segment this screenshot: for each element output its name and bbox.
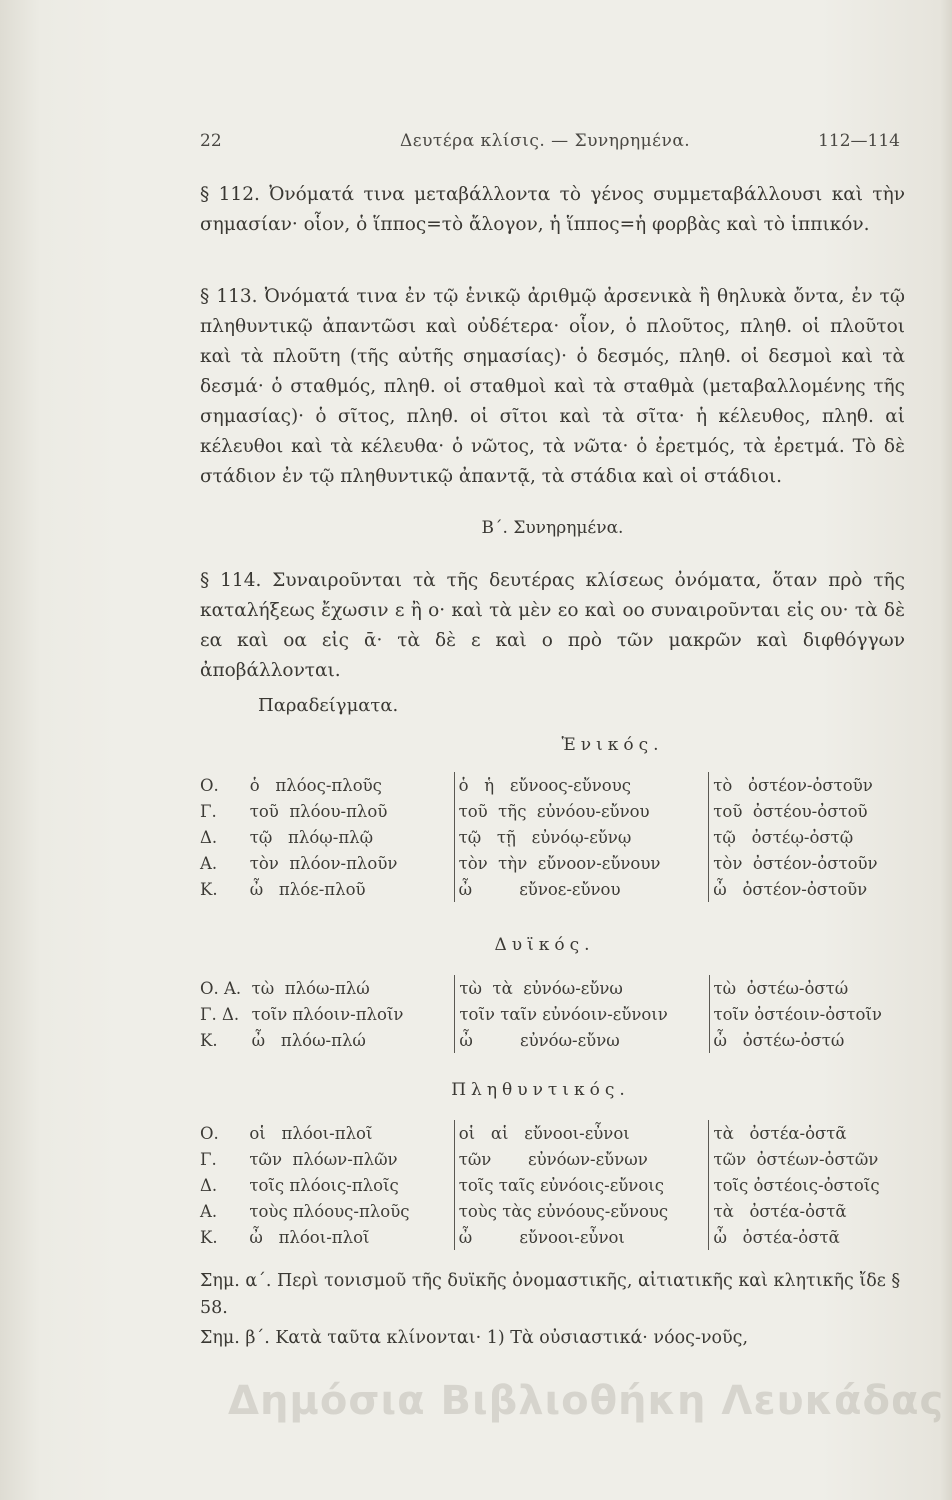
case-label: Α. xyxy=(200,1201,218,1221)
case-label: Γ. xyxy=(200,801,217,821)
table-row xyxy=(200,772,905,798)
declension-cell: τὰ ὀστέα-ὀστᾶ xyxy=(709,1120,905,1146)
case-label: Δ. xyxy=(200,1175,218,1195)
declension-cell: τοὺς τὰς εὐνόους-εὔνους xyxy=(454,1198,709,1224)
declension-cell: τὸ ὀστέον-ὀστοῦν xyxy=(709,772,905,798)
declension-cell: τῷ πλόῳ-πλῷ xyxy=(249,827,374,847)
declension-cell: τοῖν πλόοιν-πλοῖν xyxy=(251,1004,404,1024)
declension-cell: ὁ ἡ εὔνοος-εὔνους xyxy=(454,772,709,798)
dual-title: Δυϊκός. xyxy=(494,935,595,955)
table-row xyxy=(200,975,905,1001)
case-label: Γ. xyxy=(200,1149,217,1169)
note-beta: Σημ. β΄. Κατὰ ταῦτα κλίνονται· 1) Τὰ οὐσιαστικά· νόος-νοῦς, xyxy=(200,1328,749,1348)
declension-cell: τῶν πλόων-πλῶν xyxy=(249,1149,398,1169)
running-header xyxy=(200,131,900,155)
declension-cell: ὦ ὀστέω-ὀστώ xyxy=(709,1027,905,1053)
declension-cell: τὸν ὀστέον-ὀστοῦν xyxy=(709,850,905,876)
table-row xyxy=(200,1224,905,1250)
subheading: Β΄. Συνηρημένα. xyxy=(481,518,624,538)
table-row xyxy=(200,1172,905,1198)
case-label: Α. xyxy=(200,853,218,873)
table-row xyxy=(200,1198,905,1224)
declension-cell: ὦ ὀστέον-ὀστοῦν xyxy=(709,876,905,902)
table-row xyxy=(200,1120,905,1146)
paragraph-114: § 114. Συναιροῦνται τὰ τῆς δευτέρας κλίσεως ὀνόματα, ὅταν πρὸ τῆς καταλήξεως ἔχωσιν ε ἢ ο· καὶ τὰ μὲν εο καὶ οο συναιροῦνται εἰς ου· τὰ δὲ εα καὶ οα εἰς ᾱ· τὰ δὲ ε καὶ ο πρὸ τῶν μακρῶν καὶ διφθόγγων ἀποβάλλονται. xyxy=(200,570,905,681)
table-row xyxy=(200,798,905,824)
table-row xyxy=(200,850,905,876)
declension-cell: τοῖς ὀστέοις-ὀστοῖς xyxy=(709,1172,905,1198)
declension-cell: οἱ αἱ εὔνοοι-εὖνοι xyxy=(454,1120,709,1146)
table-row xyxy=(200,824,905,850)
declension-cell: τῶν ὀστέων-ὀστῶν xyxy=(709,1146,905,1172)
declension-cell: τὼ ὀστέω-ὀστώ xyxy=(709,975,905,1001)
declension-cell: τὸν τὴν εὔνοον-εὔνουν xyxy=(454,850,709,876)
declension-cell: τοῦ τῆς εὐνόου-εὔνου xyxy=(454,798,709,824)
paragraph-112: § 112. Ὀνόματά τινα μεταβάλλοντα τὸ γένος συμμεταβάλλουσι καὶ τὴν σημασίαν· οἷον, ὁ ἵππος=τὸ ἄλογον, ἡ ἵππος=ἡ φορβὰς καὶ τὸ ἱππικόν. xyxy=(200,184,905,235)
singular-table xyxy=(200,772,905,902)
case-label: Ο. Α. xyxy=(200,978,242,998)
declension-cell: τοὺς πλόους-πλοῦς xyxy=(249,1201,410,1221)
case-label: Γ. Δ. xyxy=(200,1004,240,1024)
table-row xyxy=(200,1146,905,1172)
declension-cell: τοῖν ταῖν εὐνόοιν-εὔνοιν xyxy=(455,1001,709,1027)
declension-cell: ὦ πλόε-πλοῦ xyxy=(249,879,366,899)
declension-cell: τῷ τῇ εὐνόῳ-εὔνῳ xyxy=(454,824,709,850)
declension-cell: τὰ ὀστέα-ὀστᾶ xyxy=(709,1198,905,1224)
declension-cell: τὸν πλόον-πλοῦν xyxy=(249,853,398,873)
case-label: Ο. xyxy=(200,775,219,795)
declension-cell: τοῦ πλόου-πλοῦ xyxy=(249,801,388,821)
declension-cell: ὦ ὀστέα-ὀστᾶ xyxy=(709,1224,905,1250)
paragraph-113: § 113. Ὀνόματά τινα ἐν τῷ ἑνικῷ ἀριθμῷ ἀρσενικὰ ἢ θηλυκὰ ὄντα, ἐν τῷ πληθυντικῷ ἀπαντῶσι καὶ οὐδέτερα· οἷον, ὁ πλοῦτος, πληθ. οἱ πλοῦτοι καὶ τὰ πλοῦτη (τῆς αὐτῆς σημασίας)· ὁ δεσμός, πληθ. οἱ δεσμοὶ καὶ τὰ δεσμά· ὁ σταθμός, πληθ. οἱ σταθμοὶ καὶ τὰ σταθμὰ (μεταβαλλομένης τῆς σημασίας)· ὁ σῖτος, πληθ. οἱ σῖτοι καὶ τὰ σῖτα· ἡ κέλευθος, πληθ. αἱ κέλευθοι καὶ τὰ κέλευθα· ὁ νῶτος, τὰ νῶτα· ὁ ἐρετμός, τὰ ἐρετμά. Τὸ δὲ στάδιον ἐν τῷ πληθυντικῷ ἀπαντᾷ, τὰ στάδια καὶ οἱ στάδιοι. xyxy=(200,286,905,487)
case-label: Ο. xyxy=(200,1123,219,1143)
declension-cell: ὦ εὐνόω-εὔνω xyxy=(455,1027,709,1053)
declension-cell: τῶν εὐνόων-εὔνων xyxy=(454,1146,709,1172)
dual-table xyxy=(200,975,905,1053)
table-row xyxy=(200,1001,905,1027)
declension-cell: ὦ πλόοι-πλοῖ xyxy=(249,1227,370,1247)
singular-title: Ἑνικός. xyxy=(561,735,664,755)
examples-label: Παραδείγματα. xyxy=(258,695,399,716)
declension-cell: τοῖς πλόοις-πλοῖς xyxy=(249,1175,399,1195)
case-label: Κ. xyxy=(200,879,218,899)
case-label: Κ. xyxy=(200,1227,218,1247)
declension-cell: τοῦ ὀστέου-ὀστοῦ xyxy=(709,798,905,824)
declension-cell: τὼ τὰ εὐνόω-εὔνω xyxy=(455,975,709,1001)
declension-cell: τὼ πλόω-πλώ xyxy=(251,978,370,998)
table-row xyxy=(200,876,905,902)
page-number: 22 xyxy=(200,131,222,151)
declension-cell: τῷ ὀστέῳ-ὀστῷ xyxy=(709,824,905,850)
note-alpha: Σημ. α΄. Περὶ τονισμοῦ τῆς δυϊκῆς ὀνομαστικῆς, αἰτιατικῆς καὶ κλητικῆς ἴδε § 58. xyxy=(200,1271,901,1318)
declension-cell: ὦ εὔνοε-εὔνου xyxy=(454,876,709,902)
declension-cell: ὦ πλόω-πλώ xyxy=(251,1030,366,1050)
declension-cell: ὦ εὔνοοι-εὖνοι xyxy=(454,1224,709,1250)
plural-title: Πληθυντικός. xyxy=(451,1080,630,1100)
case-label: Δ. xyxy=(200,827,218,847)
library-watermark: Δημόσια Βιβλιοθήκη Λευκάδας xyxy=(228,1378,945,1424)
declension-cell: οἱ πλόοι-πλοῖ xyxy=(249,1123,373,1143)
declension-cell: ὁ πλόος-πλοῦς xyxy=(249,775,382,795)
plural-table xyxy=(200,1120,905,1250)
declension-cell: τοῖν ὀστέοιν-ὀστοῖν xyxy=(709,1001,905,1027)
declension-cell: τοῖς ταῖς εὐνόοις-εὔνοις xyxy=(454,1172,709,1198)
table-row xyxy=(200,1027,905,1053)
running-title: Δευτέρα κλίσις. — Συνηρημένα. xyxy=(400,131,691,151)
section-range: 112—114 xyxy=(818,131,900,151)
case-label: Κ. xyxy=(200,1030,218,1050)
